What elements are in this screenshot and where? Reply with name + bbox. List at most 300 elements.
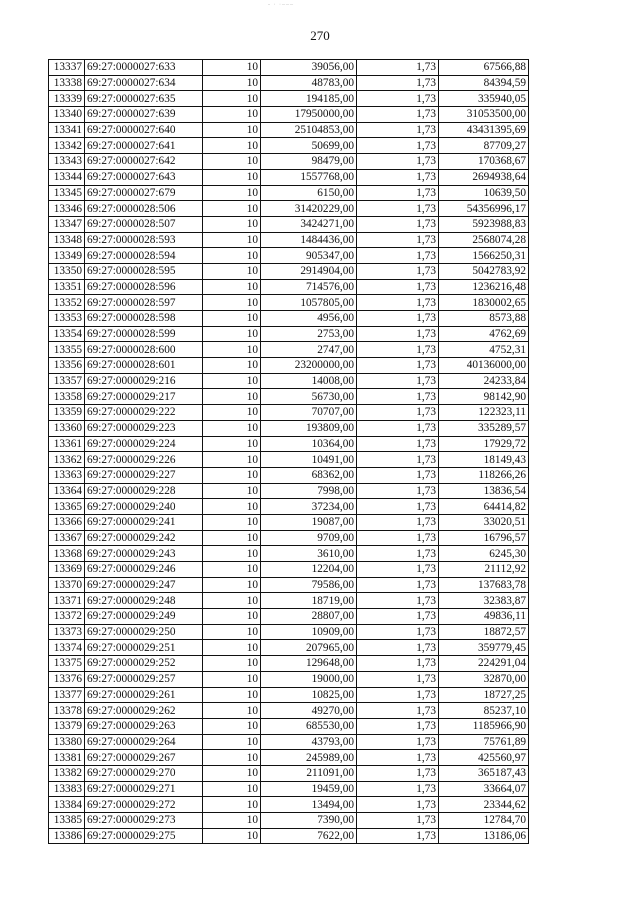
result-amount-cell: 170368,67 — [439, 154, 529, 170]
cadastral-value-cell: 39056,00 — [261, 60, 357, 76]
coefficient-cell: 1,73 — [357, 216, 439, 232]
table-row — [49, 577, 529, 593]
result-amount-cell: 4762,69 — [439, 326, 529, 342]
class-code-cell: 10 — [203, 60, 261, 76]
class-code-cell: 10 — [203, 216, 261, 232]
table-row — [49, 279, 529, 295]
cadastral-value-cell: 6150,00 — [261, 185, 357, 201]
table-row — [49, 60, 529, 76]
cadastral-number-cell: 69:27:0000027:635 — [85, 91, 203, 107]
row-number-cell: 13378 — [49, 703, 85, 719]
coefficient-cell: 1,73 — [357, 797, 439, 813]
coefficient-cell: 1,73 — [357, 656, 439, 672]
cadastral-number-cell: 69:27:0000028:600 — [85, 342, 203, 358]
table-row — [49, 671, 529, 687]
cadastral-number-cell: 69:27:0000029:217 — [85, 389, 203, 405]
class-code-cell: 10 — [203, 546, 261, 562]
coefficient-cell: 1,73 — [357, 201, 439, 217]
cadastral-number-cell: 69:27:0000027:642 — [85, 154, 203, 170]
cadastral-value-cell: 70707,00 — [261, 405, 357, 421]
result-amount-cell: 137683,78 — [439, 577, 529, 593]
cadastral-value-cell: 18719,00 — [261, 593, 357, 609]
result-amount-cell: 6245,30 — [439, 546, 529, 562]
class-code-cell: 10 — [203, 373, 261, 389]
coefficient-cell: 1,73 — [357, 624, 439, 640]
class-code-cell: 10 — [203, 483, 261, 499]
coefficient-cell: 1,73 — [357, 577, 439, 593]
class-code-cell: 10 — [203, 91, 261, 107]
table-row — [49, 640, 529, 656]
cadastral-number-cell: 69:27:0000028:507 — [85, 216, 203, 232]
cadastral-number-cell: 69:27:0000029:267 — [85, 750, 203, 766]
coefficient-cell: 1,73 — [357, 358, 439, 374]
row-number-cell: 13375 — [49, 656, 85, 672]
class-code-cell: 10 — [203, 107, 261, 123]
cadastral-number-cell: 69:27:0000029:257 — [85, 671, 203, 687]
coefficient-cell: 1,73 — [357, 562, 439, 578]
cadastral-number-cell: 69:27:0000028:594 — [85, 248, 203, 264]
row-number-cell: 13383 — [49, 781, 85, 797]
cadastral-value-cell: 2753,00 — [261, 326, 357, 342]
row-number-cell: 13337 — [49, 60, 85, 76]
table-row — [49, 185, 529, 201]
result-amount-cell: 18727,25 — [439, 687, 529, 703]
result-amount-cell: 17929,72 — [439, 436, 529, 452]
row-number-cell: 13359 — [49, 405, 85, 421]
table-row — [49, 467, 529, 483]
class-code-cell: 10 — [203, 75, 261, 91]
result-amount-cell: 1236216,48 — [439, 279, 529, 295]
class-code-cell: 10 — [203, 750, 261, 766]
row-number-cell: 13367 — [49, 530, 85, 546]
table-row — [49, 107, 529, 123]
class-code-cell: 10 — [203, 342, 261, 358]
cadastral-value-cell: 685530,00 — [261, 718, 357, 734]
row-number-cell: 13369 — [49, 562, 85, 578]
cadastral-value-cell: 98479,00 — [261, 154, 357, 170]
table-row — [49, 342, 529, 358]
class-code-cell: 10 — [203, 358, 261, 374]
cadastral-number-cell: 69:27:0000028:599 — [85, 326, 203, 342]
row-number-cell: 13374 — [49, 640, 85, 656]
class-code-cell: 10 — [203, 797, 261, 813]
result-amount-cell: 1566250,31 — [439, 248, 529, 264]
coefficient-cell: 1,73 — [357, 122, 439, 138]
table-row — [49, 373, 529, 389]
cadastral-number-cell: 69:27:0000029:223 — [85, 420, 203, 436]
table-row — [49, 656, 529, 672]
cadastral-number-cell: 69:27:0000029:263 — [85, 718, 203, 734]
cadastral-number-cell: 69:27:0000029:243 — [85, 546, 203, 562]
result-amount-cell: 24233,84 — [439, 373, 529, 389]
cadastral-number-cell: 69:27:0000029:228 — [85, 483, 203, 499]
table-row — [49, 452, 529, 468]
cadastral-value-cell: 7390,00 — [261, 813, 357, 829]
cadastral-value-cell: 3610,00 — [261, 546, 357, 562]
table-row — [49, 750, 529, 766]
coefficient-cell: 1,73 — [357, 373, 439, 389]
result-amount-cell: 5923988,83 — [439, 216, 529, 232]
cadastral-number-cell: 69:27:0000027:633 — [85, 60, 203, 76]
class-code-cell: 10 — [203, 279, 261, 295]
cadastral-value-cell: 1484436,00 — [261, 232, 357, 248]
cadastral-number-cell: 69:27:0000029:270 — [85, 765, 203, 781]
coefficient-cell: 1,73 — [357, 295, 439, 311]
cadastral-value-cell: 10825,00 — [261, 687, 357, 703]
cadastral-number-cell: 69:27:0000029:273 — [85, 813, 203, 829]
table-row — [49, 405, 529, 421]
class-code-cell: 10 — [203, 185, 261, 201]
row-number-cell: 13339 — [49, 91, 85, 107]
coefficient-cell: 1,73 — [357, 718, 439, 734]
table-row — [49, 765, 529, 781]
cadastral-value-cell: 129648,00 — [261, 656, 357, 672]
cadastral-number-cell: 69:27:0000028:596 — [85, 279, 203, 295]
row-number-cell: 13357 — [49, 373, 85, 389]
cadastral-value-cell: 2747,00 — [261, 342, 357, 358]
cadastral-value-cell: 43793,00 — [261, 734, 357, 750]
class-code-cell: 10 — [203, 703, 261, 719]
row-number-cell: 13338 — [49, 75, 85, 91]
table-row — [49, 624, 529, 640]
coefficient-cell: 1,73 — [357, 248, 439, 264]
class-code-cell: 10 — [203, 232, 261, 248]
result-amount-cell: 43431395,69 — [439, 122, 529, 138]
table-row — [49, 91, 529, 107]
row-number-cell: 13381 — [49, 750, 85, 766]
table-row — [49, 122, 529, 138]
class-code-cell: 10 — [203, 326, 261, 342]
table-row — [49, 216, 529, 232]
result-amount-cell: 75761,89 — [439, 734, 529, 750]
result-amount-cell: 10639,50 — [439, 185, 529, 201]
cadastral-number-cell: 69:27:0000029:261 — [85, 687, 203, 703]
cadastral-number-cell: 69:27:0000029:264 — [85, 734, 203, 750]
cadastral-value-cell: 10364,00 — [261, 436, 357, 452]
class-code-cell: 10 — [203, 405, 261, 421]
cadastral-number-cell: 69:27:0000027:679 — [85, 185, 203, 201]
cadastral-value-cell: 28807,00 — [261, 609, 357, 625]
coefficient-cell: 1,73 — [357, 530, 439, 546]
cadastral-number-cell: 69:27:0000028:601 — [85, 358, 203, 374]
class-code-cell: 10 — [203, 420, 261, 436]
coefficient-cell: 1,73 — [357, 671, 439, 687]
coefficient-cell: 1,73 — [357, 640, 439, 656]
row-number-cell: 13376 — [49, 671, 85, 687]
class-code-cell: 10 — [203, 201, 261, 217]
class-code-cell: 10 — [203, 248, 261, 264]
row-number-cell: 13354 — [49, 326, 85, 342]
row-number-cell: 13370 — [49, 577, 85, 593]
row-number-cell: 13356 — [49, 358, 85, 374]
table-row — [49, 546, 529, 562]
result-amount-cell: 21112,92 — [439, 562, 529, 578]
coefficient-cell: 1,73 — [357, 750, 439, 766]
class-code-cell: 10 — [203, 263, 261, 279]
row-number-cell: 13360 — [49, 420, 85, 436]
result-amount-cell: 49836,11 — [439, 609, 529, 625]
result-amount-cell: 1185966,90 — [439, 718, 529, 734]
table-row — [49, 311, 529, 327]
result-amount-cell: 23344,62 — [439, 797, 529, 813]
result-amount-cell: 64414,82 — [439, 499, 529, 515]
class-code-cell: 10 — [203, 656, 261, 672]
cadastral-number-cell: 69:27:0000029:246 — [85, 562, 203, 578]
class-code-cell: 10 — [203, 499, 261, 515]
coefficient-cell: 1,73 — [357, 169, 439, 185]
coefficient-cell: 1,73 — [357, 60, 439, 76]
table-body — [49, 60, 529, 844]
cadastral-number-cell: 69:27:0000029:224 — [85, 436, 203, 452]
coefficient-cell: 1,73 — [357, 703, 439, 719]
cadastral-value-cell: 12204,00 — [261, 562, 357, 578]
cadastral-value-cell: 10491,00 — [261, 452, 357, 468]
class-code-cell: 10 — [203, 718, 261, 734]
cadastral-number-cell: 69:27:0000029:250 — [85, 624, 203, 640]
result-amount-cell: 33020,51 — [439, 514, 529, 530]
result-amount-cell: 118266,26 — [439, 467, 529, 483]
table-row — [49, 593, 529, 609]
cadastral-number-cell: 69:27:0000029:262 — [85, 703, 203, 719]
row-number-cell: 13380 — [49, 734, 85, 750]
row-number-cell: 13358 — [49, 389, 85, 405]
cadastral-value-cell: 1557768,00 — [261, 169, 357, 185]
coefficient-cell: 1,73 — [357, 781, 439, 797]
cadastral-value-cell: 14008,00 — [261, 373, 357, 389]
result-amount-cell: 365187,43 — [439, 765, 529, 781]
cadastral-value-cell: 23200000,00 — [261, 358, 357, 374]
coefficient-cell: 1,73 — [357, 593, 439, 609]
result-amount-cell: 122323,11 — [439, 405, 529, 421]
table-row — [49, 138, 529, 154]
cadastral-value-cell: 68362,00 — [261, 467, 357, 483]
table-row — [49, 499, 529, 515]
cadastral-number-cell: 69:27:0000027:634 — [85, 75, 203, 91]
cadastral-value-cell: 37234,00 — [261, 499, 357, 515]
table-row — [49, 813, 529, 829]
row-number-cell: 13347 — [49, 216, 85, 232]
row-number-cell: 13362 — [49, 452, 85, 468]
table-row — [49, 703, 529, 719]
row-number-cell: 13341 — [49, 122, 85, 138]
cadastral-value-table — [48, 59, 529, 844]
table-row — [49, 718, 529, 734]
result-amount-cell: 18149,43 — [439, 452, 529, 468]
class-code-cell: 10 — [203, 295, 261, 311]
table-row — [49, 232, 529, 248]
cadastral-value-cell: 10909,00 — [261, 624, 357, 640]
class-code-cell: 10 — [203, 311, 261, 327]
result-amount-cell: 31053500,00 — [439, 107, 529, 123]
row-number-cell: 13361 — [49, 436, 85, 452]
cadastral-number-cell: 69:27:0000027:639 — [85, 107, 203, 123]
result-amount-cell: 87709,27 — [439, 138, 529, 154]
coefficient-cell: 1,73 — [357, 420, 439, 436]
row-number-cell: 13344 — [49, 169, 85, 185]
coefficient-cell: 1,73 — [357, 405, 439, 421]
cadastral-number-cell: 69:27:0000029:252 — [85, 656, 203, 672]
cadastral-value-cell: 4956,00 — [261, 311, 357, 327]
result-amount-cell: 84394,59 — [439, 75, 529, 91]
cadastral-value-cell: 207965,00 — [261, 640, 357, 656]
class-code-cell: 10 — [203, 154, 261, 170]
coefficient-cell: 1,73 — [357, 342, 439, 358]
cadastral-value-cell: 3424271,00 — [261, 216, 357, 232]
row-number-cell: 13345 — [49, 185, 85, 201]
table-row — [49, 169, 529, 185]
row-number-cell: 13366 — [49, 514, 85, 530]
row-number-cell: 13342 — [49, 138, 85, 154]
coefficient-cell: 1,73 — [357, 828, 439, 844]
row-number-cell: 13368 — [49, 546, 85, 562]
cadastral-number-cell: 69:27:0000028:597 — [85, 295, 203, 311]
table-row — [49, 797, 529, 813]
table-row — [49, 295, 529, 311]
coefficient-cell: 1,73 — [357, 185, 439, 201]
class-code-cell: 10 — [203, 609, 261, 625]
class-code-cell: 10 — [203, 169, 261, 185]
class-code-cell: 10 — [203, 734, 261, 750]
cadastral-value-cell: 2914904,00 — [261, 263, 357, 279]
class-code-cell: 10 — [203, 781, 261, 797]
cadastral-number-cell: 69:27:0000028:598 — [85, 311, 203, 327]
cadastral-number-cell: 69:27:0000029:249 — [85, 609, 203, 625]
result-amount-cell: 18872,57 — [439, 624, 529, 640]
header-scan-marks: - · ·––– — [268, 2, 294, 8]
table-row — [49, 514, 529, 530]
cadastral-value-cell: 211091,00 — [261, 765, 357, 781]
cadastral-number-cell: 69:27:0000029:227 — [85, 467, 203, 483]
coefficient-cell: 1,73 — [357, 609, 439, 625]
cadastral-value-cell: 1057805,00 — [261, 295, 357, 311]
class-code-cell: 10 — [203, 577, 261, 593]
cadastral-number-cell: 69:27:0000028:595 — [85, 263, 203, 279]
row-number-cell: 13351 — [49, 279, 85, 295]
coefficient-cell: 1,73 — [357, 326, 439, 342]
class-code-cell: 10 — [203, 640, 261, 656]
cadastral-number-cell: 69:27:0000029:271 — [85, 781, 203, 797]
table-row — [49, 734, 529, 750]
cadastral-value-cell: 13494,00 — [261, 797, 357, 813]
coefficient-cell: 1,73 — [357, 436, 439, 452]
coefficient-cell: 1,73 — [357, 452, 439, 468]
cadastral-number-cell: 69:27:0000029:222 — [85, 405, 203, 421]
coefficient-cell: 1,73 — [357, 91, 439, 107]
table-row — [49, 75, 529, 91]
coefficient-cell: 1,73 — [357, 734, 439, 750]
cadastral-number-cell: 69:27:0000029:248 — [85, 593, 203, 609]
result-amount-cell: 5042783,92 — [439, 263, 529, 279]
cadastral-value-cell: 19000,00 — [261, 671, 357, 687]
cadastral-value-cell: 25104853,00 — [261, 122, 357, 138]
coefficient-cell: 1,73 — [357, 765, 439, 781]
cadastral-number-cell: 69:27:0000029:241 — [85, 514, 203, 530]
page-number: 270 — [310, 28, 330, 43]
cadastral-value-cell: 193809,00 — [261, 420, 357, 436]
cadastral-number-cell: 69:27:0000028:593 — [85, 232, 203, 248]
result-amount-cell: 32383,87 — [439, 593, 529, 609]
row-number-cell: 13364 — [49, 483, 85, 499]
table-row — [49, 609, 529, 625]
cadastral-number-cell: 69:27:0000028:506 — [85, 201, 203, 217]
row-number-cell: 13373 — [49, 624, 85, 640]
row-number-cell: 13353 — [49, 311, 85, 327]
cadastral-number-cell: 69:27:0000029:226 — [85, 452, 203, 468]
cadastral-value-cell: 79586,00 — [261, 577, 357, 593]
coefficient-cell: 1,73 — [357, 483, 439, 499]
cadastral-number-cell: 69:27:0000029:240 — [85, 499, 203, 515]
result-amount-cell: 1830002,65 — [439, 295, 529, 311]
class-code-cell: 10 — [203, 813, 261, 829]
class-code-cell: 10 — [203, 138, 261, 154]
cadastral-number-cell: 69:27:0000029:247 — [85, 577, 203, 593]
coefficient-cell: 1,73 — [357, 279, 439, 295]
cadastral-value-cell: 194185,00 — [261, 91, 357, 107]
cadastral-number-cell: 69:27:0000029:251 — [85, 640, 203, 656]
result-amount-cell: 16796,57 — [439, 530, 529, 546]
class-code-cell: 10 — [203, 436, 261, 452]
row-number-cell: 13377 — [49, 687, 85, 703]
cadastral-value-cell: 56730,00 — [261, 389, 357, 405]
result-amount-cell: 54356996,17 — [439, 201, 529, 217]
cadastral-value-cell: 49270,00 — [261, 703, 357, 719]
table-row — [49, 420, 529, 436]
result-amount-cell: 2694938,64 — [439, 169, 529, 185]
row-number-cell: 13371 — [49, 593, 85, 609]
cadastral-number-cell: 69:27:0000029:216 — [85, 373, 203, 389]
result-amount-cell: 8573,88 — [439, 311, 529, 327]
table-row — [49, 248, 529, 264]
result-amount-cell: 335940,05 — [439, 91, 529, 107]
table-row — [49, 436, 529, 452]
cadastral-value-cell: 9709,00 — [261, 530, 357, 546]
class-code-cell: 10 — [203, 671, 261, 687]
row-number-cell: 13385 — [49, 813, 85, 829]
result-amount-cell: 425560,97 — [439, 750, 529, 766]
row-number-cell: 13352 — [49, 295, 85, 311]
cadastral-value-cell: 7622,00 — [261, 828, 357, 844]
class-code-cell: 10 — [203, 828, 261, 844]
cadastral-number-cell: 69:27:0000027:641 — [85, 138, 203, 154]
result-amount-cell: 98142,90 — [439, 389, 529, 405]
coefficient-cell: 1,73 — [357, 467, 439, 483]
cadastral-value-cell: 905347,00 — [261, 248, 357, 264]
class-code-cell: 10 — [203, 530, 261, 546]
cadastral-number-cell: 69:27:0000029:275 — [85, 828, 203, 844]
result-amount-cell: 85237,10 — [439, 703, 529, 719]
class-code-cell: 10 — [203, 593, 261, 609]
row-number-cell: 13382 — [49, 765, 85, 781]
table-row — [49, 358, 529, 374]
result-amount-cell: 12784,70 — [439, 813, 529, 829]
cadastral-value-cell: 31420229,00 — [261, 201, 357, 217]
cadastral-value-cell: 245989,00 — [261, 750, 357, 766]
coefficient-cell: 1,73 — [357, 263, 439, 279]
row-number-cell: 13350 — [49, 263, 85, 279]
cadastral-value-cell: 19087,00 — [261, 514, 357, 530]
table-row — [49, 263, 529, 279]
row-number-cell: 13355 — [49, 342, 85, 358]
coefficient-cell: 1,73 — [357, 107, 439, 123]
table-row — [49, 326, 529, 342]
coefficient-cell: 1,73 — [357, 546, 439, 562]
table-row — [49, 389, 529, 405]
row-number-cell: 13343 — [49, 154, 85, 170]
coefficient-cell: 1,73 — [357, 311, 439, 327]
class-code-cell: 10 — [203, 624, 261, 640]
table-row — [49, 154, 529, 170]
coefficient-cell: 1,73 — [357, 154, 439, 170]
